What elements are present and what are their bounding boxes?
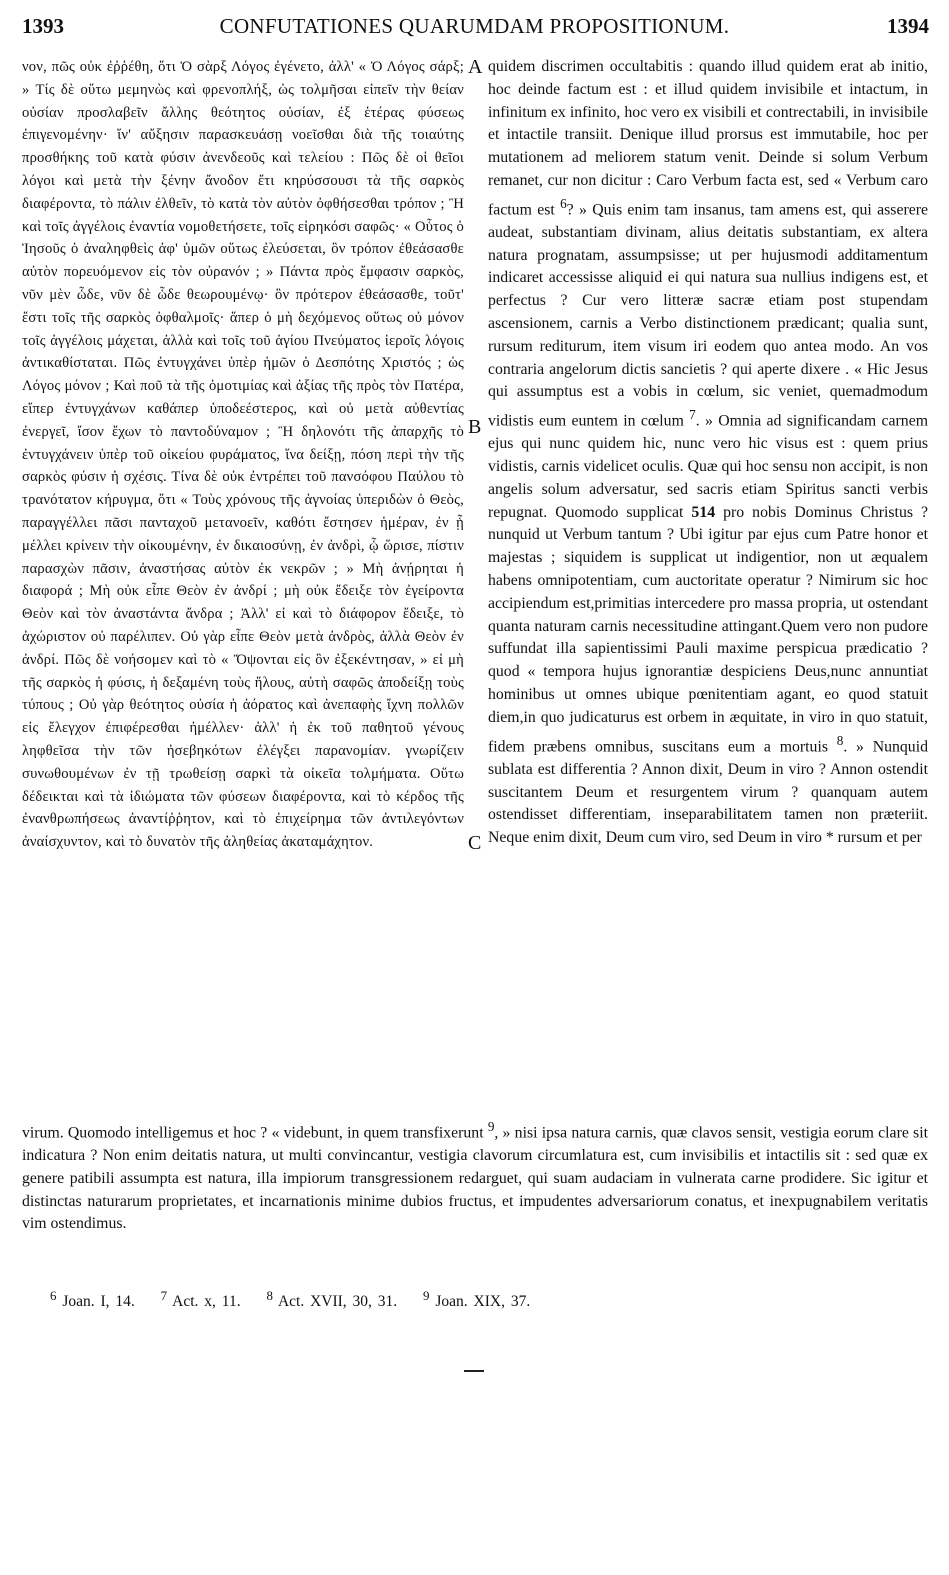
latin-column xyxy=(488,56,928,850)
latin-text-2: ? » Quis enim tam insanus, tam amens est, qui asserere audeat, substantiam divinam, alius deitatis substantiam, ex altera natura prognatam, assumpsisse; ut per hujusmodi additamentum indicaret accessisse aliquid ei qui natura sua nullius indigens est, et perfectus ? Cur vero litteræ sacræ etiam post stupendam ascensionem, carnis a Verbo distinctionem prædicant; qualia sunt, rursum rediturum, item visum iri eodem quo antea modo. An vos contraria angelorum dictis sancietis ? qui aperte dixere . « Hic Jesus qui assumptus est a vobis in cœlum, sic veniet, quemadmodum vidistis eum euntem in cœlum xyxy=(488,201,928,430)
latin-full-width xyxy=(22,1116,928,1236)
page-number-right: 1394 xyxy=(887,14,929,38)
footnote-ref-7: 7 xyxy=(689,407,696,423)
margin-letter-a: A xyxy=(468,56,483,78)
footnote-ref-9: 9 xyxy=(487,1119,495,1134)
latin-text-4: pro nobis Dominus Christus ? nunquid ut Verbum tantum ? Ubi igitur par ejus cum Patre honor et majestas ; siquidem is supplicat ut indigentior, non ut æqualem habens omnipotentiam, cum auctoritate operatur ? Nimirum sic hoc accipiendum est,primitias intercedere pro massa propria, ut ostendant quanta naturam carnis necessitudine attingant.Quem vero non pudore suffundat illa sapientissimi Pauli maxime perspicua prædicatio ? quod « tempora hujus ignorantiæ despiciens Deus,nunc annuntiat hominibus ut omnes ubique pœnitentiam agant, eo quod statuit diem,in quo judicaturus est orbem in æquitate, in viro in quo statuit, fidem præbens omnibus, suscitans eum a mortuis xyxy=(488,503,928,755)
footnote-text: Act. XVII, 30, 31. xyxy=(277,1293,398,1311)
latin-text-3: . » Omnia ad significandam carnem ejus qui nunc quidem hic, nunc vero hic visus est : quem prius vidistis, carnis videlicet oculis. Quæ qui hoc sensu non accipit, is non angelis solum adversatur, sed sacris etiam Spiritus sancti verbis repugnat. Quomodo supplicat xyxy=(488,412,929,521)
footnote-number: 6 xyxy=(50,1288,57,1303)
footnote-number: 8 xyxy=(266,1288,273,1303)
page-header xyxy=(0,14,949,44)
footnote xyxy=(266,1288,407,1311)
footnote-number: 9 xyxy=(423,1288,430,1303)
footnote xyxy=(50,1288,145,1311)
latin-full-text-2: , » nisi ipsa natura carnis, quæ clavos sensit, vestigia eorum clare sit indicatura ? Non enim deitatis natura, ut multi convincantur, vestigia clavorum circumlatura est, cum invisibilis et intactilis sit : sed quæ ex genere patibili assumpta est natura, illa impiorum transgressionem redarguet, qui suam audaciam in vulnerata carne prodidere. Sic igitur et distinctas naturarum proprietates, et incarnationis minime dubios fructus, et impudentes adversariorum conatus, et inexpugnabilem veritatis vim ostendimus. xyxy=(22,1124,928,1233)
latin-text-5: . » Nunquid sublata est differentia ? Annon dixit, Deum in viro ? Annon ostendit suscitantem Deum et resurgentem virum ? quanquam autem ostendisset differentiam, inseparabilitatem tamen non præteriit. Neque enim dixit, Deum cum viro, sed Deum in viro * rursum et per xyxy=(488,737,928,847)
end-rule xyxy=(464,1370,484,1372)
footnote xyxy=(423,1288,540,1311)
page-number-left: 1393 xyxy=(22,14,64,38)
footnote xyxy=(160,1288,251,1311)
footnote-ref-6: 6 xyxy=(560,195,567,211)
margin-letter-b: B xyxy=(468,416,482,438)
footnote-text: Act. x, 11. xyxy=(172,1293,241,1311)
latin-full-text-1: virum. Quomodo intelligemus et hoc ? « videbunt, in quem transfixerunt xyxy=(22,1124,488,1142)
footnote-text: Joan. I, 14. xyxy=(62,1293,135,1311)
column-number: 514 xyxy=(691,503,716,521)
footnote-number: 7 xyxy=(160,1288,168,1303)
footnote-text: Joan. XIX, 37. xyxy=(435,1293,531,1311)
footnote-ref-8: 8 xyxy=(836,732,844,748)
greek-column: νον, πῶς οὐκ ἐῤῥέθη, ὅτι Ὁ σὰρξ Λόγος ἐγένετο, ἀλλ' « Ὁ Λόγος σάρξ; » Τίς δὲ οὕτω μεμηνὼς καὶ φρενοπλήξ, ὡς τολμῆσαι εἰπεῖν τὴν θείαν οὐσίαν προσλαβεῖν ἄλλης θεότητος οὐσίαν, ἐξ ἑτέρας φύσεως ἐπιγενομένην· ἵν' αὔξησιν παρασκευάσῃ νοεῖσθαι διὰ τῆς τοιαύτης προσθήκης τοῦ κατὰ φύσιν ἀνενδεοῦς καὶ τελείου : Πῶς δὲ οἱ θεῖοι λόγοι καὶ μετὰ τὴν ξένην ἄνοδον ἔτι κηρύσσουσι τὰ τῆς σαρκὸς διαφέροντα, τὸ πάλιν ἐλθεῖν, τὸ κατὰ τὸν αὐτὸν ὀφθήσεσθαι τρόπον ; Ἢ καὶ τοῖς ἀγγέλοις ἐναντία νομοθετήσετε, τοῖς εἰρηκόσι σαφῶς· « Οὗτος ὁ Ἰησοῦς ὁ ἀναληφθεὶς ἀφ' ὑμῶν οὕτως ἐλεύσεται, ὃν τρόπον ἐθεάσασθε αὐτὸν πορευόμενον εἰς τὸν οὐρανόν ; » Πάντα πρὸς ἔμφασιν σαρκὸς, νῦν μὲν ὧδε, νῦν δὲ ὧδε θεωρουμένῳ· ὃν πρότερον ἐθεάσασθε, τοῦτ' ἔστι τοῖς τῆς σαρκὸς ὀφθαλμοῖς· ἅπερ ὁ μὴ δεχόμενος οὕτως οὐ μόνον τοῖς ἀγγέλοις μάχεται, ἀλλὰ καὶ τοῖς τοῦ ἁγίου Πνεύματος ἱεροῖς λόγοις ἀντικαθίσταται. Πῶς ἐντυγχάνει ὑπὲρ ἡμῶν ὁ Δεσπότης Χριστός ; ὡς Λόγος μόνον ; Καὶ ποῦ τὰ τῆς ὁμοτιμίας καὶ ἀξίας τῆς πρὸς τὸν Πατέρα, εἴπερ ἐντυγχάνων καθάπερ ὑποδεέστερος, καὶ οὐ μετὰ αὐθεντίας ἐνεργεῖ, ἴσον ἔχων τὸ παντοδύναμον ; Ἢ δηλονότι τῆς ἀπαρχῆς τὸ ἐντυγχάνειν ὑπὲρ τοῦ οἰκείου φυράματος, ἵνα δείξῃ, πόση περὶ τὴν τῆς σαρκὸς φύσιν ἡ σχέσις. Τίνα δὲ οὐκ ἐντρέπει τοῦ πανσόφου Παύλου τὸ τρανότατον κήρυγμα, ὅτι « Τοὺς χρόνους τῆς ἀγνοίας ὑπεριδὼν ὁ Θεὸς, παραγγέλλει πᾶσι πανταχοῦ μετανοεῖν, καθότι ἔστησεν ἡμέραν, ἐν ᾗ μέλλει κρίνειν τὴν οἰκουμένην, ἐν δικαιοσύνῃ, ἐν ἀνδρὶ, ᾧ ὥρισε, πίστιν παρασχὼν πᾶσιν, ἀναστήσας αὐτὸν ἐκ νεκρῶν ; » Μὴ ἀνῄρηται ἡ διαφορά ; Μὴ οὐκ εἶπε Θεὸν ἐν ἀνδρί ; μὴ οὐκ ἔδειξε τὸν ἐγείροντα Θεὸν καὶ τὸν ἀναστάντα ἄνδρα ; Ἀλλ' εἰ καὶ τὸ διάφορον ἔδειξε, τὸ ἀχώριστον οὐ παρέλιπεν. Οὐ γὰρ εἶπε Θεὸν μετὰ ἀνδρὸς, ἀλλὰ Θεὸν ἐν ἀνδρί. Πῶς δὲ νοήσομεν καὶ τὸ « Ὄψονται εἰς ὃν ἐξεκέντησαν, » εἰ μὴ τῆς σαρκὸς ἡ φύσις, ἡ δεξαμένη τοὺς ἥλους, αὐτὴ σαφῶς ἀποδείξῃ τοὺς τύπους ; Οὐ γὰρ θεότητος οὐσία ἡ ἀόρατος καὶ ἀνεπαφὴς ἴχνη πολλῶν εἰς ἔλεγχον ἐπιφέρεσθαι ἠμέλλεν· ἀλλ' ἡ ἐκ τοῦ παθητοῦ γένους ληφθεῖσα τὴν τῶν ἠσεβηκότων ἐλέγξει παρανομίαν. γνωρίζειν συνωθουμένων ἐν τῇ τρωθείσῃ σαρκὶ τὰ οἰκεῖα τολμήματα. Οὕτω δέδεικται καὶ τὰ ἰδιώματα τῶν φύσεων διαφέροντα, καὶ τὸ κέρδος τῆς ἐνανθρωπήσεως ἀναντίῤῥητον, καὶ τὸ ἐπιχείρημα τῶν ἀντιλεγόντων ἀναίσχυντον, καὶ τὸ δυνατὸν τῆς ἀληθείας ἀκαταμάχητον. xyxy=(22,59,465,851)
footnotes xyxy=(50,1288,550,1311)
running-title: CONFUTATIONES QUARUMDAM PROPOSITIONUM. xyxy=(219,14,730,38)
latin-text-1: quidem discrimen occultabitis : quando illud quidem erat ab initio, hoc deinde factum est : et illud quidem invisibile et intactum, in infinitum ex infinito, hoc vero ex visibili et contrectabili, in invisibile et intactile transiit. Denique illud prorsus est immutabile, hoc per mutationem ad meliorem statum venit. Deinde si solum Verbum remanet, cur non dicitur : Caro Verbum facta est, sed « Verbum caro factum est xyxy=(488,58,928,219)
margin-letter-c: C xyxy=(468,832,482,854)
